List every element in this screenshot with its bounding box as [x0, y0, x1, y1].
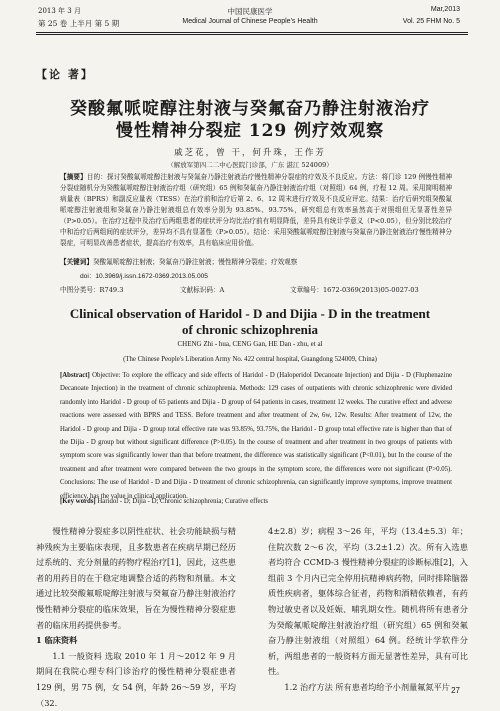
- header-journal-cn: 中国民康医学: [227, 7, 273, 16]
- document-code: 文献标识码：A: [180, 286, 225, 294]
- keywords-en: [60, 498, 452, 505]
- running-header: [0, 0, 500, 44]
- keywords-en-text: Haridol - D; Dijia - D; Chronic schizophrenia; Curative effects: [97, 498, 269, 505]
- treatment-method-paragraph: 1.2 治疗方法 所有患者均给予小剂量氟氮平片: [284, 681, 450, 692]
- header-volume-cn: 第 25 卷 上半月 第 5 期: [38, 19, 120, 28]
- abstract-cn-text: 目的：探讨癸酸氟哌啶醇注射液与癸氟奋乃静注射液治疗慢性精神分裂症的疗效及不良反应。方法：将门诊 129 例慢性精神分裂症随机分为癸酸氟哌啶醇注射液治疗组（研究组）65 例和癸氟奋乃静注射液治疗组（对照组）64 例，疗程 12 周。采用简明精神病量表（BPRS）和副反应量表（TESS）在治疗前和治疗后第 2、6、12 周末进行疗效及不良反应评定。结果：治疗后研究组癸酸氟哌啶醇注射液组和癸氟奋乃静注射液组总有效率分别为 93.85%、93.75%，研究组总有效率虽然高于对照组但无显著性差异（P>0.05）。在治疗过程中及治疗后两组患者的症状评分均比治疗前有明显降低，差异具有统计学意义（P<0.05），但分别比较治疗中和治疗后两组间的症状评分，差异均不具有显著性（P>0.05）。结论：采用癸酸氟哌啶醇注射液与癸氟奋乃静注射液治疗慢性精神分裂症，可明显改善患者症状，提高治疗有效率，具有临床应用价值。: [60, 173, 452, 247]
- patient-criteria-paragraph: 4±2.8）岁；病程 3～26 年，平均（13.4±5.3）年；住院次数 2～6 次，平均（3.2±1.2）次。所有入选患者均符合 CCMD-3 慢性精神分裂症的诊断标准[2]，入组前 3 个月内已完全停用抗精神病药物，同时排除脑器质性疾病者，躯体综合征者，药物和酒精依赖者，有药物过敏史者以及妊娠、哺乳期女性。随机将所有患者分为癸酸氟哌啶醇注射液治疗组（研究组）65 例和癸氟奋乃静注射液组（对照组）64 例。经统计学软件分析，两组患者的一般资料方面无显著性差异，具有可比性。: [268, 526, 468, 677]
- abstract-en: [60, 369, 452, 503]
- header-rule-thin: [36, 34, 468, 35]
- header-date-en: Mar,2013: [430, 6, 460, 13]
- keywords-cn-text: 癸酸氟哌啶醇注射液；癸氟奋乃静注射液；慢性精神分裂症；疗效观察: [92, 258, 298, 266]
- title-en-line2: of chronic schizophrenia: [181, 322, 319, 337]
- affiliation-en: (The Chinese People's Liberation Army No. 422 central hospital, Guangdong 524009, China): [123, 356, 377, 363]
- body-column-right: [268, 524, 468, 696]
- header-journal-en: Medical Journal of Chinese People's Health: [182, 18, 318, 25]
- authors-en: CHENG Zhi - hua, CENG Gan, HE Dan - zhu, et al: [177, 340, 323, 348]
- keywords-en-label: [Key words]: [60, 498, 96, 505]
- abstract-en-text: Objective: To explore the efficacy and side effects of Haridol - D (Haloperidol Decanoate Injection) and Dijia - D (Fluphenazine Decanoate Injection) in the treatment of chronic schizophrenia. Methods: 129 cases of outpatients with chronic schizophrenic were divided randomly into Haridol - D group of 65 patients and Dijia - D group of 64 patients in cases, treatment 12 weeks. The curative effect and adverse reactions were assessed with BPRS and TESS. Before treatment and after treatment of 2w, 6w, 12w. Results: After treatment of 12w, the Haridol - D group and Dijia - D group total effective rate was 93.85%, 93.75%, the Haridol - D group total effective rate is higher than that of the Dijia - D group but without significant difference (P>0.05). In the course of treatment and after treatment in two groups of patients with symptom score was significantly lower than that before treatment, the difference was statistically significant (P<0.01), but In the course of the treatment and after treatment were compared between the two groups in the symptom score, the differences were not significant (P>0.05). Conclusions: The use of Haridol - D and Dijia - D treatment of chronic schizophrenia, can significantly improve symptoms, improve treatment efficiency, has the value in clinical application.: [60, 372, 452, 500]
- body-column-left: [36, 524, 236, 711]
- page-number: 27: [451, 686, 460, 695]
- abstract-cn-label: 【摘要】: [60, 173, 87, 181]
- general-data-paragraph: 1.1 一般资料 选取 2010 年 1 月～2012 年 9 月期间在我院心理专科门诊治疗的慢性精神分裂症患者 129 例，男 75 例，女 54 例，年龄 26～59 岁，平均（32.: [36, 650, 236, 708]
- header-rule: [36, 32, 468, 33]
- section-label: 【论 著】: [36, 68, 94, 81]
- intro-paragraph: 慢性精神分裂症多以阴性症状、社会功能缺损与精神残疾为主要临床表现，且多数患者在疾病早期已经历过系统的、充分剂量的药物疗程治疗[1]，因此，这些患者的用药目的在于稳定地调整合适的药物和剂量。本文通过比较癸酸氟哌啶醇注射液与癸氟奋乃静注射液治疗慢性精神分裂症的临床效果，旨在为慢性精神分裂症患者的临床用药提供参考。: [36, 526, 236, 630]
- header-date: 2013 年 3 月: [38, 7, 81, 15]
- article-number: 文章编号：1672-0369(2013)05-0027-03: [290, 286, 419, 294]
- abstract-cn: [60, 172, 452, 249]
- abstract-en-label: [Abstract]: [60, 372, 90, 379]
- classification: [60, 284, 452, 294]
- header-volume-en: Vol. 25 FHM No. 5: [402, 18, 460, 25]
- keywords-cn: [60, 256, 452, 266]
- section-heading-clinical-data: 1 临床资料: [36, 635, 78, 646]
- doi: doi：10.3969/j.issn.1672-0369.2013.05.005: [80, 273, 208, 280]
- clc-number: 中图分类号：R749.3: [60, 286, 124, 294]
- title-cn-line2: 慢性精神分裂症 129 例疗效观察: [115, 121, 385, 141]
- keywords-cn-label: 【关键词】: [60, 258, 93, 266]
- title-en-line1: Clinical observation of Haridol - D and Dijia - D in the treatment: [69, 306, 431, 321]
- authors-cn: 戚芝花，曾 干，何升珠，王作芳: [174, 148, 326, 158]
- affiliation-cn: （解放军第四二二中心医院门诊部，广东 湛江 524009）: [167, 161, 333, 169]
- title-cn-line1: 癸酸氟哌啶醇注射液与癸氟奋乃静注射液治疗: [70, 99, 430, 119]
